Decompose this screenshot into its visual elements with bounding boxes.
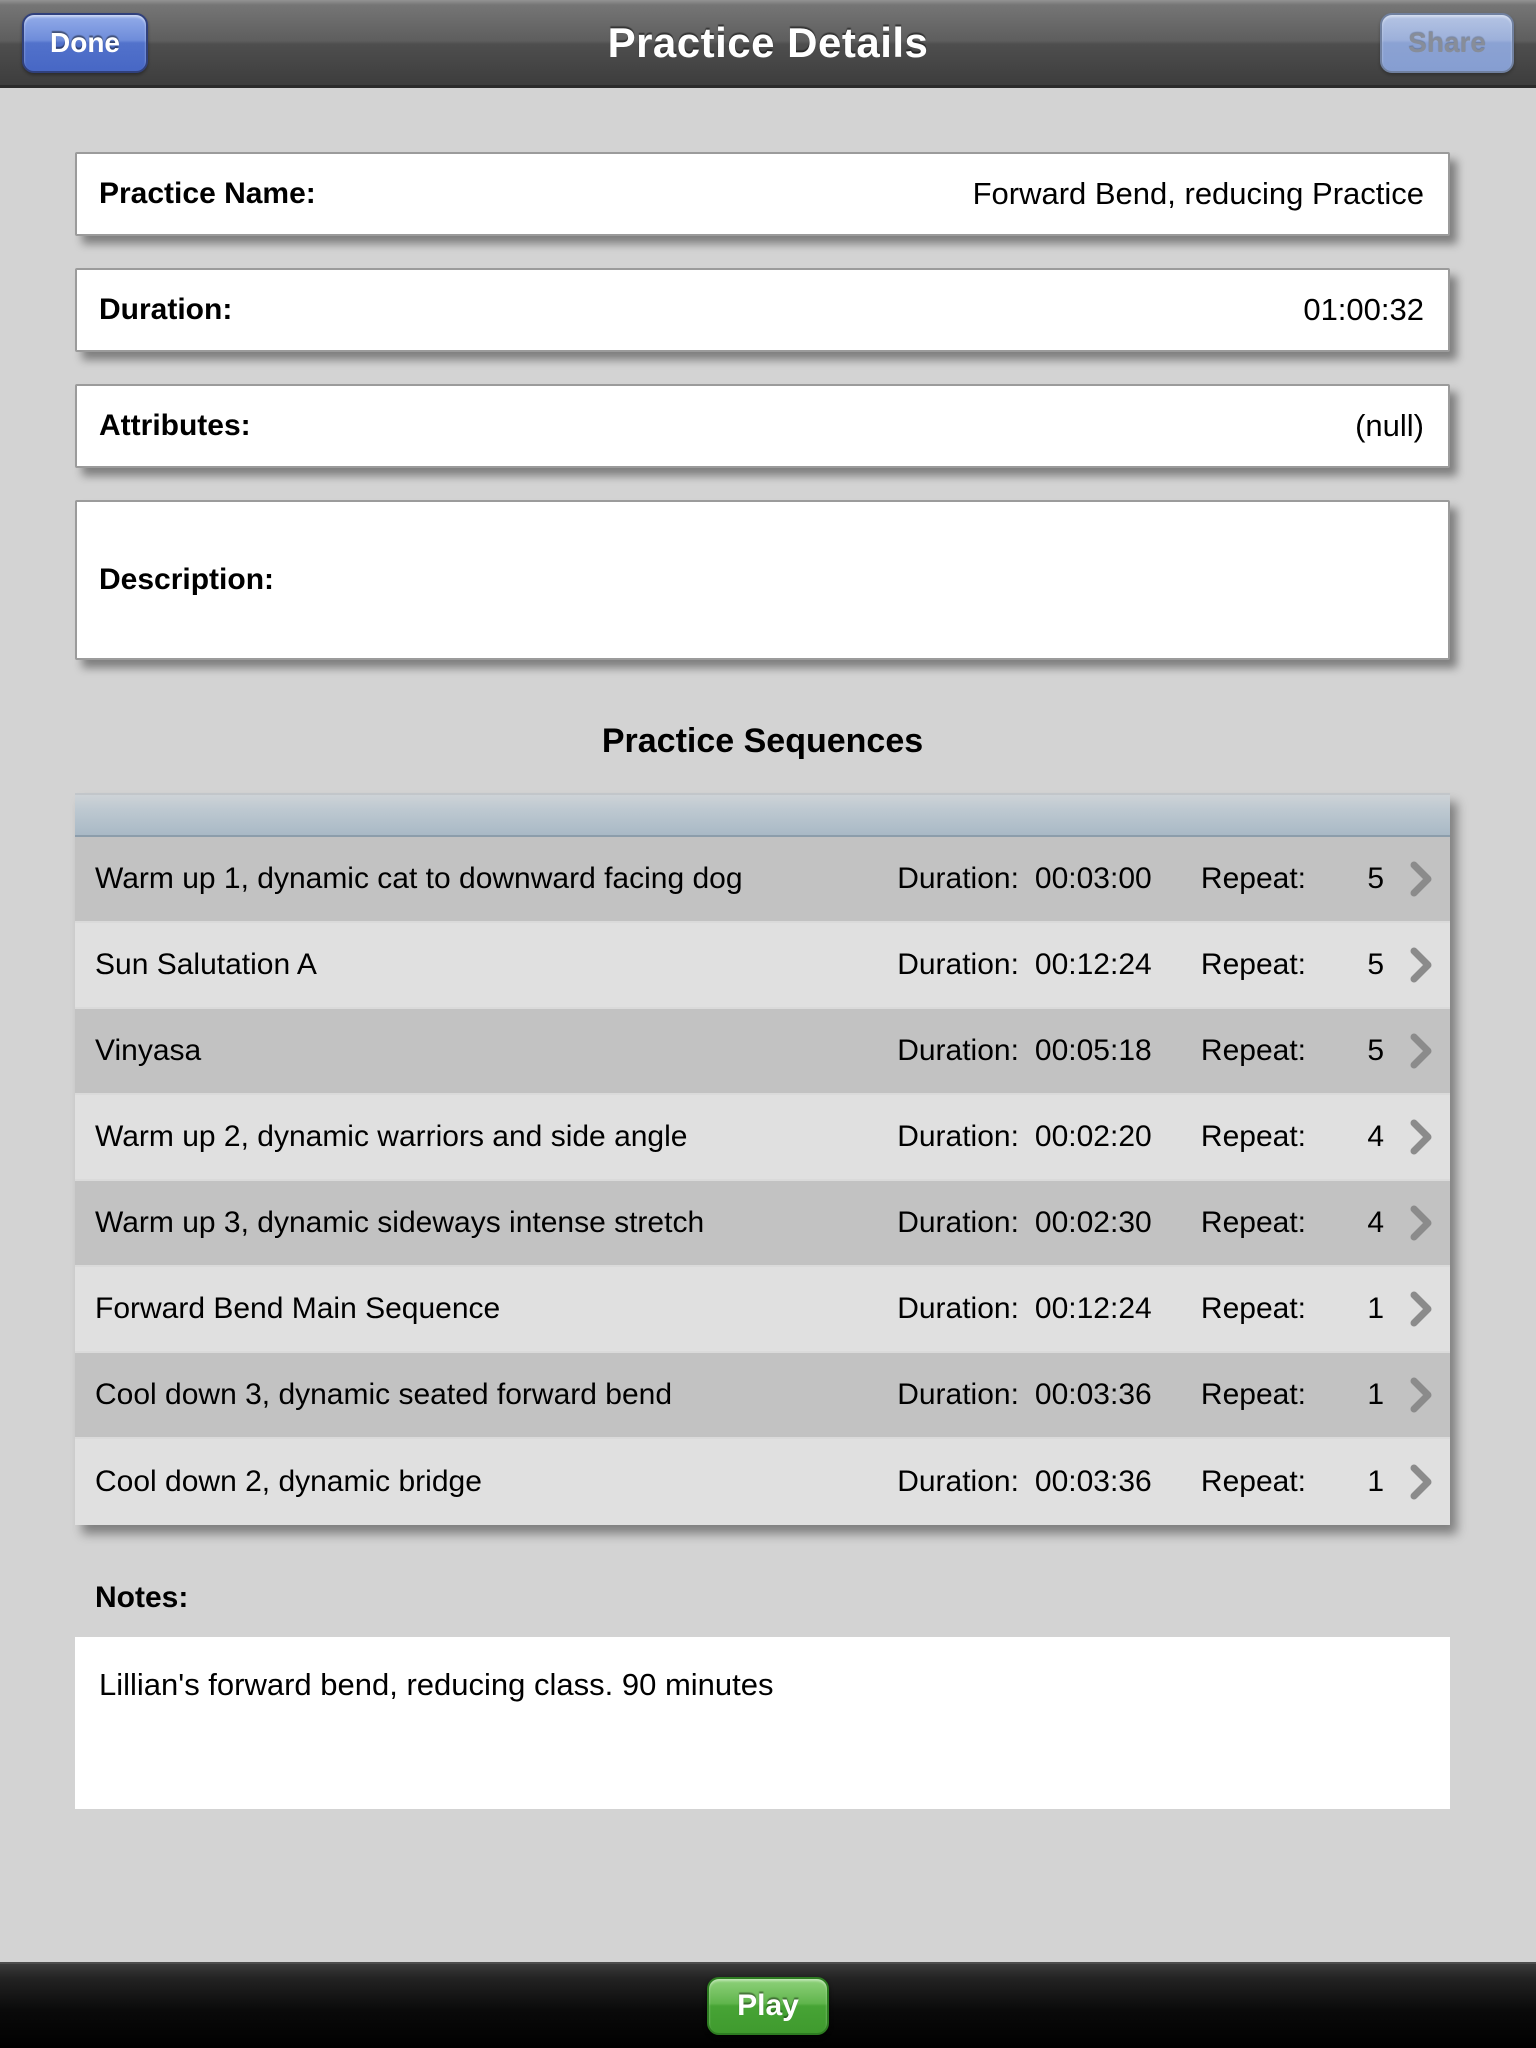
sequence-repeat-value: 4 bbox=[1367, 1206, 1384, 1239]
sequence-repeat-label: Repeat: bbox=[1200, 1465, 1306, 1498]
sequence-row[interactable] bbox=[75, 1095, 1450, 1181]
sequence-repeat-value: 5 bbox=[1367, 948, 1384, 981]
sequence-duration-value: 00:03:00 bbox=[1034, 862, 1152, 895]
sequence-row[interactable] bbox=[75, 1439, 1450, 1525]
chevron-right-icon bbox=[1410, 947, 1432, 983]
practice-name-value: Forward Bend, reducing Practice bbox=[972, 176, 1424, 211]
duration-field bbox=[75, 268, 1450, 352]
sequence-repeat-label: Repeat: bbox=[1200, 948, 1306, 981]
sequence-repeat-label: Repeat: bbox=[1200, 1292, 1306, 1325]
sequence-duration-label: Duration: bbox=[897, 862, 1019, 895]
sequence-duration-label: Duration: bbox=[897, 1465, 1019, 1498]
chevron-right-icon bbox=[1410, 1205, 1432, 1241]
sequence-row[interactable] bbox=[75, 923, 1450, 1009]
bottom-toolbar bbox=[0, 1962, 1536, 2048]
practice-name-field bbox=[75, 152, 1450, 236]
duration-value: 01:00:32 bbox=[1303, 292, 1424, 327]
sequence-duration-label: Duration: bbox=[897, 1378, 1019, 1411]
practice-name-label: Practice Name: bbox=[99, 177, 316, 210]
sequence-rows bbox=[75, 837, 1450, 1525]
sequence-duration-value: 00:02:20 bbox=[1034, 1120, 1152, 1153]
page-title: Practice Details bbox=[607, 18, 929, 66]
sequence-name: Sun Salutation A bbox=[95, 948, 317, 981]
sequence-repeat-label: Repeat: bbox=[1200, 862, 1306, 895]
attributes-field bbox=[75, 384, 1450, 468]
sequence-repeat-value: 4 bbox=[1367, 1120, 1384, 1153]
sequence-row[interactable] bbox=[75, 1353, 1450, 1439]
share-button[interactable]: Share bbox=[1380, 13, 1514, 73]
duration-label: Duration: bbox=[99, 293, 233, 326]
sequence-repeat-value: 5 bbox=[1367, 1034, 1384, 1067]
chevron-right-icon bbox=[1410, 1377, 1432, 1413]
sequence-repeat-value: 1 bbox=[1367, 1465, 1384, 1498]
sequence-duration-value: 00:12:24 bbox=[1034, 948, 1152, 981]
sequence-row[interactable] bbox=[75, 1181, 1450, 1267]
sequences-heading: Practice Sequences bbox=[601, 722, 924, 760]
sequence-name: Forward Bend Main Sequence bbox=[95, 1292, 501, 1325]
play-button[interactable]: Play bbox=[707, 1977, 829, 2035]
sequence-duration-label: Duration: bbox=[897, 1206, 1019, 1239]
description-label: Description: bbox=[99, 563, 275, 596]
chevron-right-icon bbox=[1410, 861, 1432, 897]
sequence-repeat-value: 1 bbox=[1367, 1378, 1384, 1411]
sequence-name: Warm up 3, dynamic sideways intense stretch bbox=[95, 1206, 705, 1239]
sequence-repeat-label: Repeat: bbox=[1200, 1034, 1306, 1067]
sequence-repeat-value: 1 bbox=[1367, 1292, 1384, 1325]
sequence-duration-label: Duration: bbox=[897, 1292, 1019, 1325]
chevron-right-icon bbox=[1410, 1291, 1432, 1327]
chevron-right-icon bbox=[1410, 1033, 1432, 1069]
chevron-right-icon bbox=[1410, 1119, 1432, 1155]
sequence-row[interactable] bbox=[75, 1267, 1450, 1353]
navigation-bar bbox=[0, 0, 1536, 88]
sequence-duration-value: 00:05:18 bbox=[1034, 1034, 1152, 1067]
sequence-repeat-label: Repeat: bbox=[1200, 1120, 1306, 1153]
sequence-row[interactable] bbox=[75, 837, 1450, 923]
sequence-row[interactable] bbox=[75, 1009, 1450, 1095]
notes-input[interactable]: Lillian's forward bend, reducing class. 90 minutes bbox=[75, 1637, 1450, 1809]
sequence-duration-label: Duration: bbox=[897, 948, 1019, 981]
sequence-table-header bbox=[75, 793, 1450, 837]
sequence-repeat-value: 5 bbox=[1367, 862, 1384, 895]
description-field bbox=[75, 500, 1450, 660]
sequence-duration-label: Duration: bbox=[897, 1034, 1019, 1067]
sequence-name: Vinyasa bbox=[95, 1034, 202, 1067]
sequence-table bbox=[75, 793, 1450, 1525]
chevron-right-icon bbox=[1410, 1464, 1432, 1500]
sequence-repeat-label: Repeat: bbox=[1200, 1206, 1306, 1239]
notes-label: Notes: bbox=[95, 1581, 189, 1614]
attributes-label: Attributes: bbox=[99, 409, 251, 442]
sequence-name: Cool down 3, dynamic seated forward bend bbox=[95, 1378, 673, 1411]
main-content bbox=[0, 152, 1536, 1809]
sequence-duration-value: 00:03:36 bbox=[1034, 1378, 1152, 1411]
sequence-duration-value: 00:02:30 bbox=[1034, 1206, 1152, 1239]
sequence-duration-label: Duration: bbox=[897, 1120, 1019, 1153]
sequence-duration-value: 00:03:36 bbox=[1034, 1465, 1152, 1498]
sequence-name: Warm up 1, dynamic cat to downward facing dog bbox=[95, 862, 743, 895]
sequence-repeat-label: Repeat: bbox=[1200, 1378, 1306, 1411]
sequence-name: Warm up 2, dynamic warriors and side angle bbox=[95, 1120, 688, 1153]
done-button[interactable]: Done bbox=[22, 13, 148, 73]
sequence-duration-value: 00:12:24 bbox=[1034, 1292, 1152, 1325]
sequence-name: Cool down 2, dynamic bridge bbox=[95, 1465, 482, 1498]
attributes-value: (null) bbox=[1355, 408, 1424, 443]
